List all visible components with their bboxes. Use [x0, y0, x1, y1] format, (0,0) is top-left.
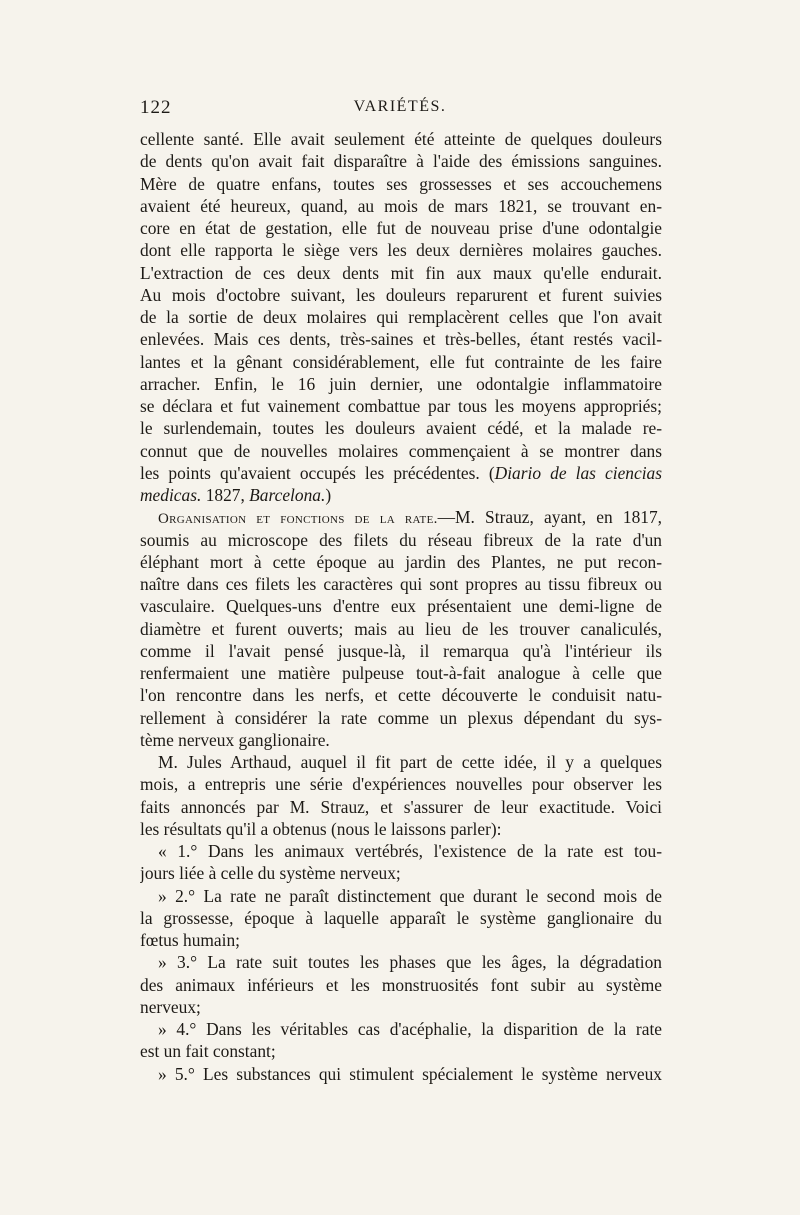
- text-line: core en état de gestation, elle fut de nouveau prise d'une odontalgie: [140, 218, 662, 238]
- text-line: connut que de nouvelles molaires commençaient à se montrer dans: [140, 440, 662, 461]
- text-line: la grossesse, époque à laquelle apparaît le système ganglionaire du: [140, 907, 662, 928]
- text-line: soumis au microscope des filets du réseau fibreux de la rate d'un: [140, 529, 662, 550]
- text-line: des animaux inférieurs et les monstruosités font subir au système: [140, 974, 662, 995]
- page-number: 122: [140, 97, 172, 118]
- section-title: Organisation et fonctions de la rate.: [158, 511, 438, 528]
- text-line: renfermaient une matière pulpeuse tout-à-fait analogue à celle que: [140, 663, 662, 683]
- citation-line: [140, 484, 662, 506]
- text-segment: les points qu'avaient occupés les précédentes.: [140, 462, 480, 483]
- text-line: Au mois d'octobre suivant, les douleurs reparurent et furent suivies: [140, 284, 662, 305]
- citation-city: Barcelona.: [249, 485, 326, 505]
- running-head: VARIÉTÉS.: [353, 98, 447, 115]
- text-line: enlevées. Mais ces dents, très-saines et très-belles, étant restés vacil-: [140, 329, 662, 350]
- text-line: jours liée à celle du système nerveux;: [140, 863, 401, 884]
- text-line: naître dans ces filets les caractères qui sont propres au tissu fibreux ou: [140, 574, 662, 594]
- text-line: vasculaire. Quelques-uns d'entre eux présentaient une demi-ligne de: [140, 596, 662, 617]
- text-line: M. Jules Arthaud, auquel il fit part de cette idée, il y a quelques: [158, 752, 662, 772]
- list-item: [140, 885, 662, 952]
- text-line: lantes et la gênant considérablement, elle fut contrainte de les faire: [140, 351, 662, 372]
- text-line: » 4.° Dans les véritables cas d'acéphalie, la disparition de la rate: [158, 1019, 662, 1039]
- list-item: [140, 951, 662, 1018]
- body-text: [140, 128, 662, 1085]
- text-line: rellement à considérer la rate comme un plexus dépendant du sys-: [140, 707, 662, 728]
- text-line: Mère de quatre enfans, toutes ses grossesses et ses accouchemens: [140, 173, 662, 194]
- text-line: mois, a entrepris une série d'expériences nouvelles pour observer les: [140, 774, 662, 795]
- text-line: [140, 462, 662, 484]
- citation-close: ): [325, 485, 332, 505]
- text-line: arracher. Enfin, le 16 juin dernier, une odontalgie inflammatoire: [140, 373, 662, 394]
- text-line: comme il l'avait pensé jusque-là, il remarqua qu'à l'intérieur ils: [140, 640, 662, 661]
- text-line: est un fait constant;: [140, 1041, 276, 1062]
- text-line: faits annoncés par M. Strauz, et s'assurer de leur exactitude. Voici: [140, 796, 662, 817]
- text-line: diamètre et furent ouverts; mais au lieu de les trouver canaliculés,: [140, 618, 662, 639]
- citation-journal: Diario de las ciencias: [494, 462, 662, 483]
- results-list: [140, 840, 662, 1085]
- text-line: « 1.° Dans les animaux vertébrés, l'existence de la rate est tou-: [158, 841, 662, 861]
- text-line: se déclara et fut vainement combattue par tous les moyens appropriés;: [140, 396, 662, 416]
- paragraph-arthaud: [140, 751, 662, 840]
- citation-open: (: [479, 462, 495, 483]
- text-line: éléphant mort à cette époque au jardin des Plantes, ne put recon-: [140, 551, 662, 572]
- paragraph-case-report: [140, 128, 662, 484]
- text-line: nerveux;: [140, 996, 201, 1017]
- citation-year: 1827,: [201, 485, 250, 505]
- paragraph-spleen: [140, 529, 662, 752]
- text-line: tème nerveux ganglionaire.: [140, 729, 330, 750]
- text-line: cellente santé. Elle avait seulement été atteinte de quelques douleurs: [140, 129, 662, 149]
- text-line: le surlendemain, toutes les douleurs avaient cédé, et la malade re-: [140, 418, 662, 439]
- citation-journal-name: medicas.: [140, 485, 202, 505]
- text-line: » 3.° La rate suit toutes les phases que les âges, la dégradation: [158, 952, 662, 973]
- list-item: [140, 1018, 662, 1063]
- text-line: » 5.° Les substances qui stimulent spécialement le système nerveux: [158, 1063, 662, 1084]
- section-first-line: —M. Strauz, ayant, en 1817,: [437, 507, 662, 528]
- text-line: avaient été heureux, quand, au mois de mars 1821, se trouvant en-: [140, 195, 662, 216]
- list-item: [140, 1063, 662, 1085]
- page-header: [140, 97, 660, 123]
- text-line: dont elle rapporta le siège vers les deux dernières molaires gauches.: [140, 240, 662, 261]
- text-line: de dents qu'on avait fait disparaître à l'aide des émissions sanguines.: [140, 151, 662, 172]
- text-line: les résultats qu'il a obtenus (nous le laissons parler):: [140, 818, 502, 839]
- list-item: [140, 840, 662, 885]
- text-line: fœtus humain;: [140, 930, 240, 950]
- text-line: de la sortie de deux molaires qui remplacèrent celles que l'on avait: [140, 307, 662, 327]
- text-line: L'extraction de ces deux dents mit fin aux maux qu'elle endurait.: [140, 262, 662, 283]
- text-line: l'on rencontre dans les nerfs, et cette découverte le conduisit natu-: [140, 685, 662, 706]
- text-line: » 2.° La rate ne paraît distinctement que durant le second mois de: [158, 885, 662, 906]
- section-heading-line: [140, 506, 662, 528]
